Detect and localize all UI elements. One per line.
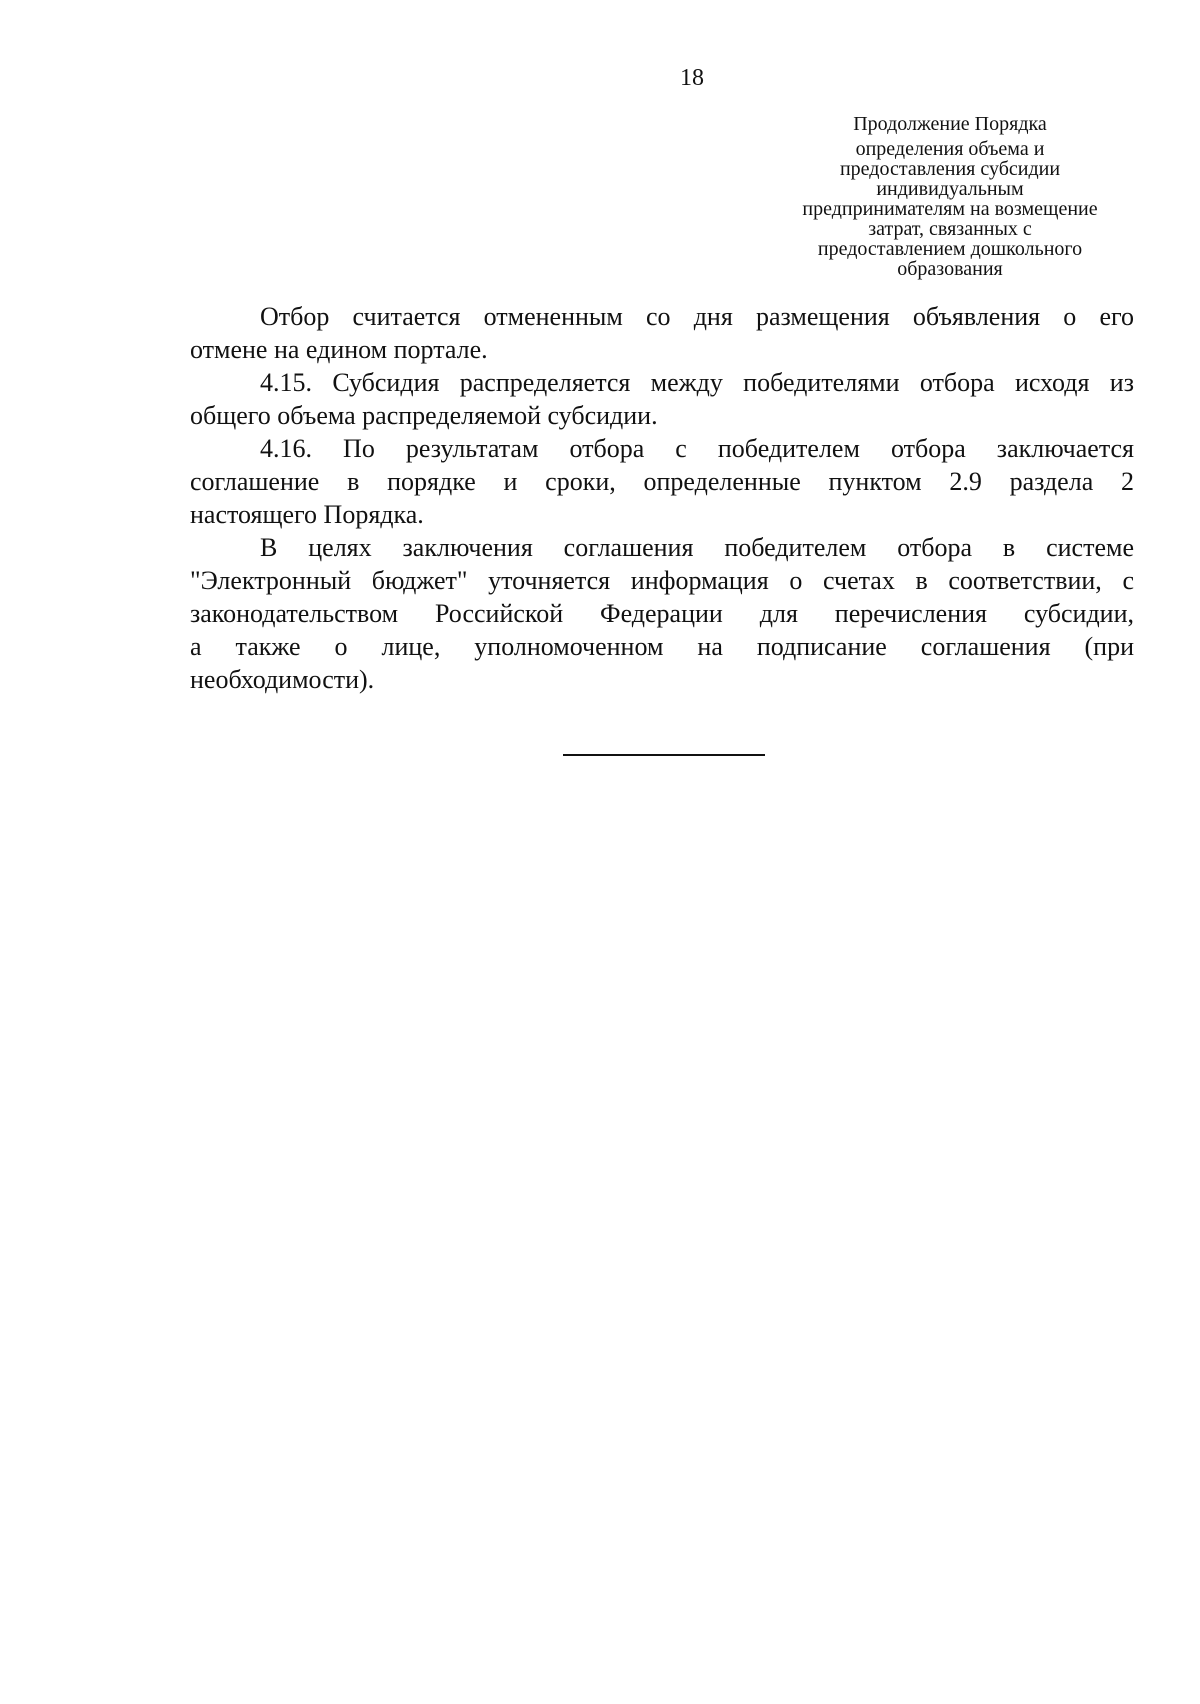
- page-number: 18: [680, 65, 704, 91]
- paragraph-selection-cancel: [190, 300, 1134, 366]
- header-line: Продолжение Порядка: [853, 113, 1047, 135]
- text-line: общего объема распределяемой субсидии.: [190, 401, 658, 430]
- paragraph-agreement: [190, 531, 1134, 696]
- paragraph-4-16: [190, 432, 1134, 531]
- text-line: а также о лице, уполномоченном на подписание соглашения (при: [190, 632, 1134, 661]
- text-line: настоящего Порядка.: [190, 500, 424, 529]
- header-line: определения объема и: [855, 138, 1045, 160]
- text-line: 4.16. По результатам отбора с победителем отбора заключается: [260, 434, 1134, 463]
- header-line: затрат, связанных с: [868, 218, 1032, 240]
- text-line: Отбор считается отмененным со дня размещения объявления о его: [260, 302, 1134, 331]
- text-line: отмене на едином портале.: [190, 335, 488, 364]
- text-line: законодательством Российской Федерации для перечисления субсидии,: [190, 599, 1134, 628]
- text-line: В целях заключения соглашения победителем отбора в системе: [260, 533, 1134, 562]
- text-line: "Электронный бюджет" уточняется информация о счетах в соответствии, с: [190, 566, 1134, 595]
- paragraph-4-15: [190, 366, 1134, 432]
- appendix-header: [760, 114, 1140, 279]
- document-body: [190, 300, 1134, 696]
- end-of-document-rule: [563, 754, 765, 756]
- header-line: образования: [897, 258, 1003, 280]
- text-line: 4.15. Субсидия распределяется между победителями отбора исходя из: [260, 368, 1134, 397]
- text-line: соглашение в порядке и сроки, определенные пунктом 2.9 раздела 2: [190, 467, 1134, 496]
- text-line: необходимости).: [190, 665, 375, 694]
- header-line: предпринимателям на возмещение: [802, 198, 1098, 220]
- header-line: предоставления субсидии: [839, 158, 1061, 180]
- header-line: индивидуальным: [876, 178, 1024, 200]
- header-line: предоставлением дошкольного: [817, 238, 1083, 260]
